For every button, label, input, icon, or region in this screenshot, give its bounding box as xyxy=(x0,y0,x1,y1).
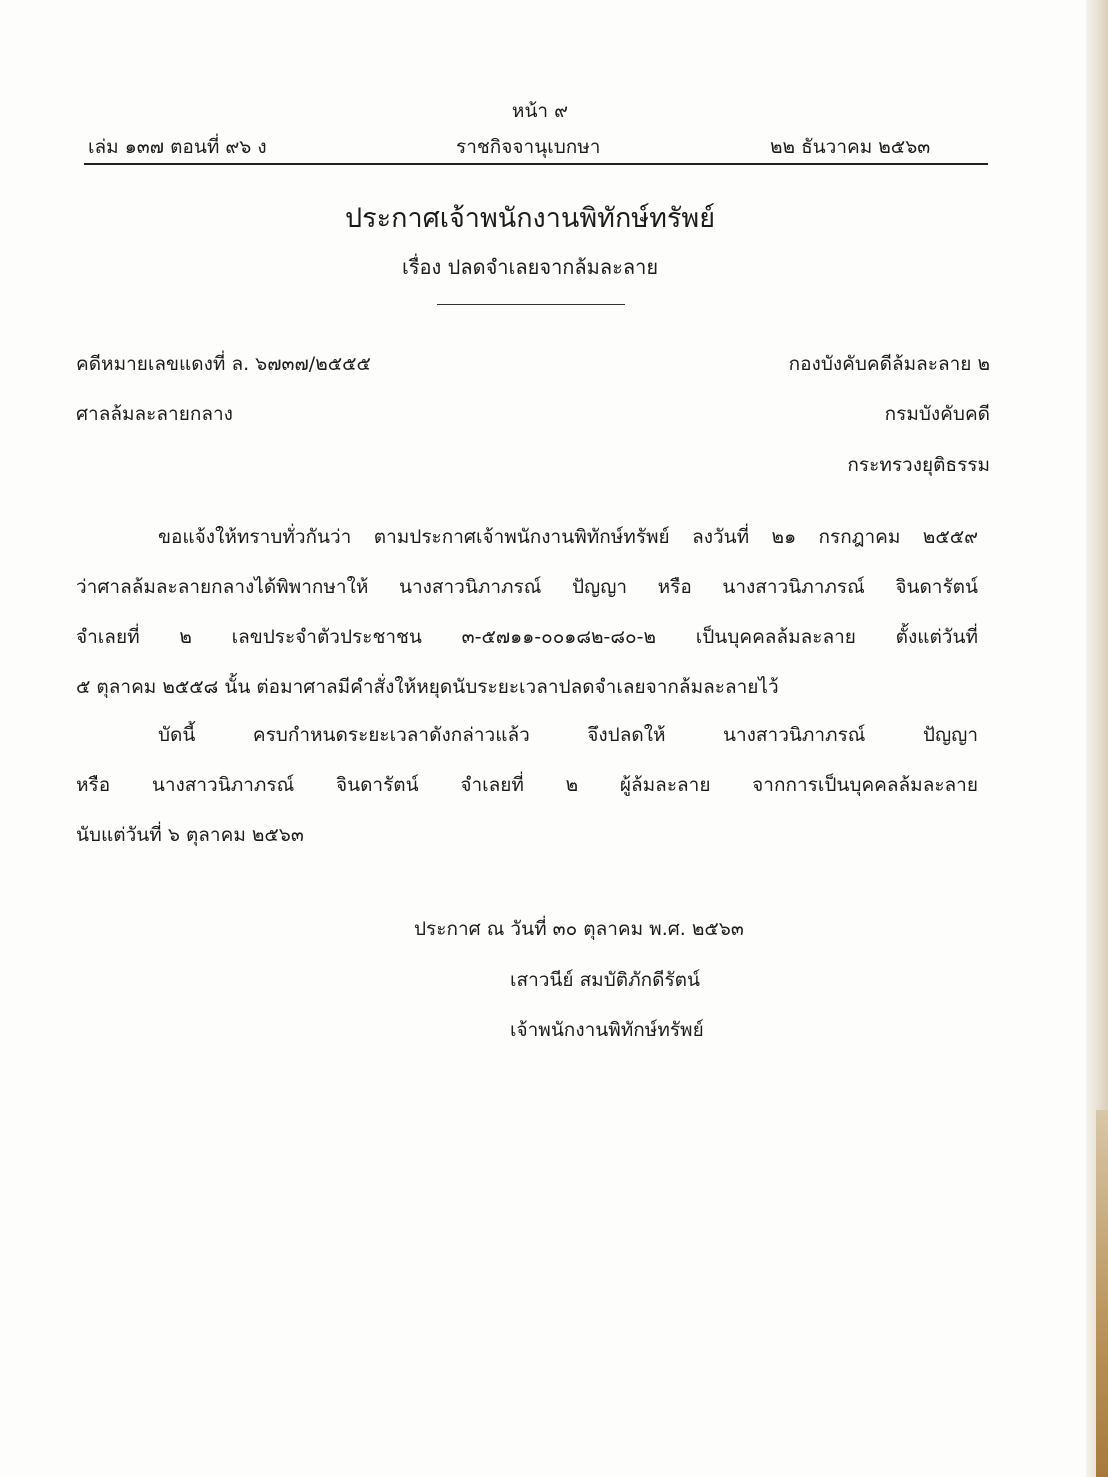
case-number: คดีหมายเลขแดงที่ ล. ๖๗๓๗/๒๕๕๕ xyxy=(76,353,371,375)
paragraph-line: นับแต่วันที่ ๖ ตุลาคม ๒๕๖๓ xyxy=(76,824,304,846)
header-date: ๒๒ ธันวาคม ๒๕๖๓ xyxy=(770,136,931,158)
title-divider xyxy=(437,304,625,305)
paragraph-line: ๕ ตุลาคม ๒๕๕๘ นั้น ต่อมาศาลมีคำสั่งให้หยุดนับระยะเวลาปลดจำเลยจากล้มละลายไว้ xyxy=(76,676,779,698)
volume-issue: เล่ม ๑๓๗ ตอนที่ ๙๖ ง xyxy=(88,136,267,158)
announcement-title: ประกาศเจ้าพนักงานพิทักษ์ทรัพย์ xyxy=(344,203,716,234)
paragraph-line: บัดนี้ ครบกำหนดระยะเวลาดังกล่าวแล้ว จึงปลดให้ นางสาวนิภาภรณ์ ปัญญา xyxy=(158,724,978,746)
signature-date: ประกาศ ณ วันที่ ๓๐ ตุลาคม พ.ศ. ๒๕๖๓ xyxy=(414,918,744,940)
signatory-position: เจ้าพนักงานพิทักษ์ทรัพย์ xyxy=(510,1019,704,1041)
signatory-name: เสาวนีย์ สมบัติภักดีรัตน์ xyxy=(510,969,701,991)
page-edge-wood xyxy=(1096,1110,1108,1477)
header-rule xyxy=(84,163,988,165)
announcement-subject: เรื่อง ปลดจำเลยจากล้มละลาย xyxy=(401,255,659,279)
body-paragraph-2 xyxy=(76,710,978,860)
body-paragraph-1 xyxy=(76,512,978,712)
paragraph-line: จำเลยที่ ๒ เลขประจำตัวประชาชน ๓-๕๗๑๑-๐๐๑๘๒-๘๐-๒ เป็นบุคคลล้มละลาย ตั้งแต่วันที่ xyxy=(76,626,978,648)
paragraph-line: ขอแจ้งให้ทราบทั่วกันว่า ตามประกาศเจ้าพนักงานพิทักษ์ทรัพย์ ลงวันที่ ๒๑ กรกฎาคม ๒๕๕๙ xyxy=(158,526,978,548)
court-name: ศาลล้มละลายกลาง xyxy=(76,403,233,425)
page-number: หน้า ๙ xyxy=(511,100,569,122)
paragraph-line: ว่าศาลล้มละลายกลางได้พิพากษาให้ นางสาวนิภาภรณ์ ปัญญา หรือ นางสาวนิภาภรณ์ จินดารัตน์ xyxy=(76,576,978,598)
paragraph-line: หรือ นางสาวนิภาภรณ์ จินดารัตน์ จำเลยที่ ๒ ผู้ล้มละลาย จากการเป็นบุคคลล้มละลาย xyxy=(76,774,978,796)
office-department: กรมบังคับคดี xyxy=(884,403,990,425)
office-ministry: กระทรวงยุติธรรม xyxy=(847,454,990,476)
office-division: กองบังคับคดีล้มละลาย ๒ xyxy=(788,353,990,375)
gazette-name: ราชกิจจานุเบกษา xyxy=(456,136,601,158)
